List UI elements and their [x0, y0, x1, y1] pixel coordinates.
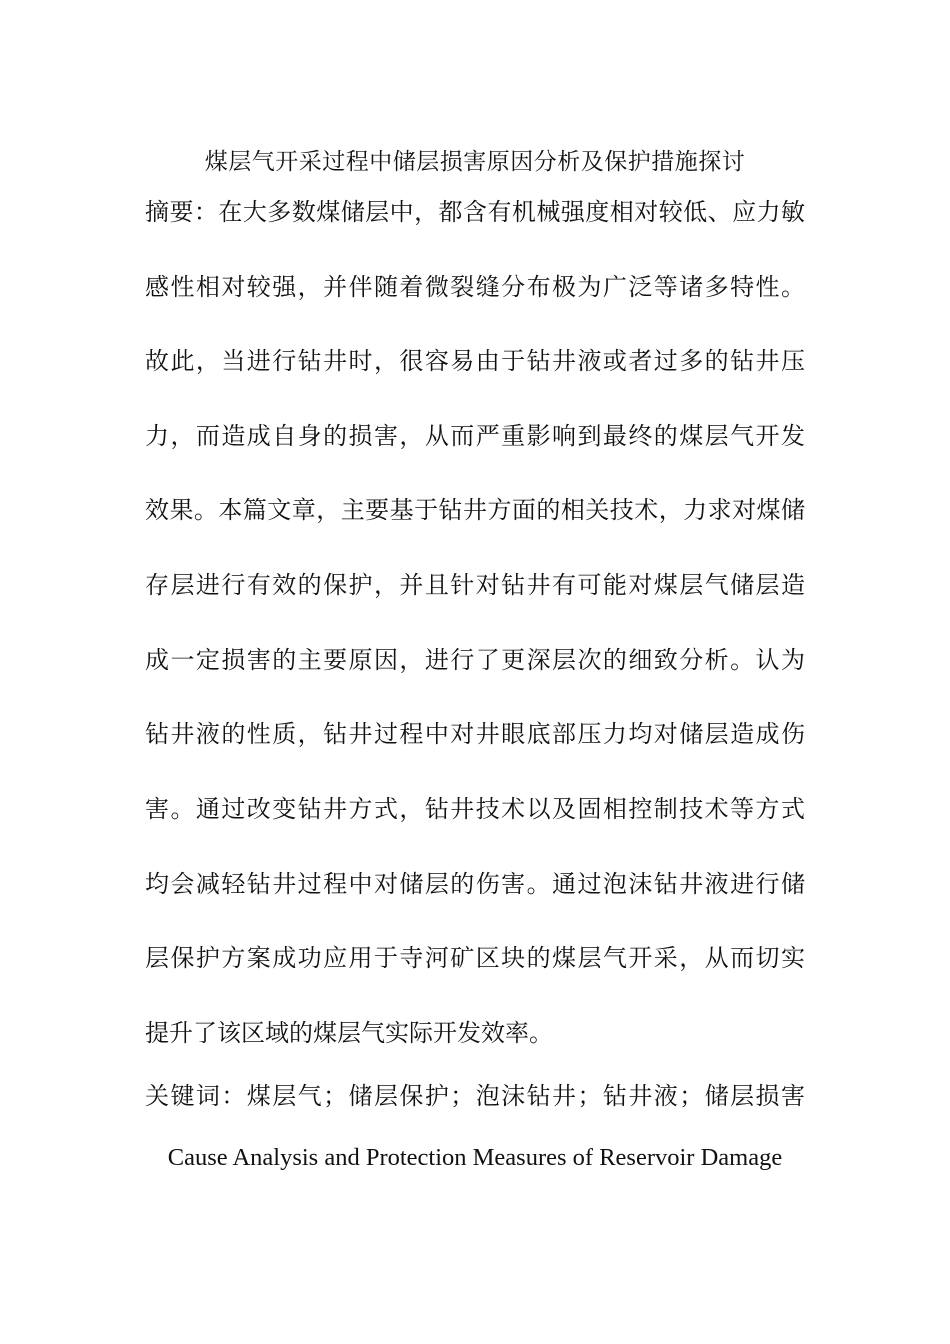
abstract-line: 力，而造成自身的损害，从而严重影响到最终的煤层气开发: [145, 422, 805, 450]
abstract-line: 存层进行有效的保护，并且针对钻井有可能对煤层气储层造: [145, 571, 805, 599]
abstract-line: 提升了该区域的煤层气实际开发效率。: [145, 1019, 553, 1047]
keywords-line: 关键词：煤层气；储层保护；泡沫钻井；钻井液；储层损害: [145, 1082, 805, 1110]
english-title: Cause Analysis and Protection Measures of Reservoir Damage: [167, 1144, 783, 1171]
abstract-line: 故此，当进行钻井时，很容易由于钻井液或者过多的钻井压: [145, 347, 805, 375]
abstract-line: 感性相对较强，并伴随着微裂缝分布极为广泛等诸多特性。: [145, 273, 805, 301]
abstract-line: 摘要：在大多数煤储层中，都含有机械强度相对较低、应力敏: [145, 198, 805, 226]
abstract-line: 钻井液的性质，钻井过程中对井眼底部压力均对储层造成伤: [145, 720, 805, 748]
abstract-line: 害。通过改变钻井方式，钻井技术以及固相控制技术等方式: [145, 795, 805, 823]
page-title: 煤层气开采过程中储层损害原因分析及保护措施探讨: [204, 149, 746, 175]
abstract-line: 效果。本篇文章，主要基于钻井方面的相关技术，力求对煤储: [145, 496, 805, 524]
abstract-line: 层保护方案成功应用于寺河矿区块的煤层气开采，从而切实: [145, 944, 805, 972]
abstract-line: 均会减轻钻井过程中对储层的伤害。通过泡沫钻井液进行储: [145, 870, 805, 898]
abstract-line: 成一定损害的主要原因，进行了更深层次的细致分析。认为: [145, 646, 805, 674]
